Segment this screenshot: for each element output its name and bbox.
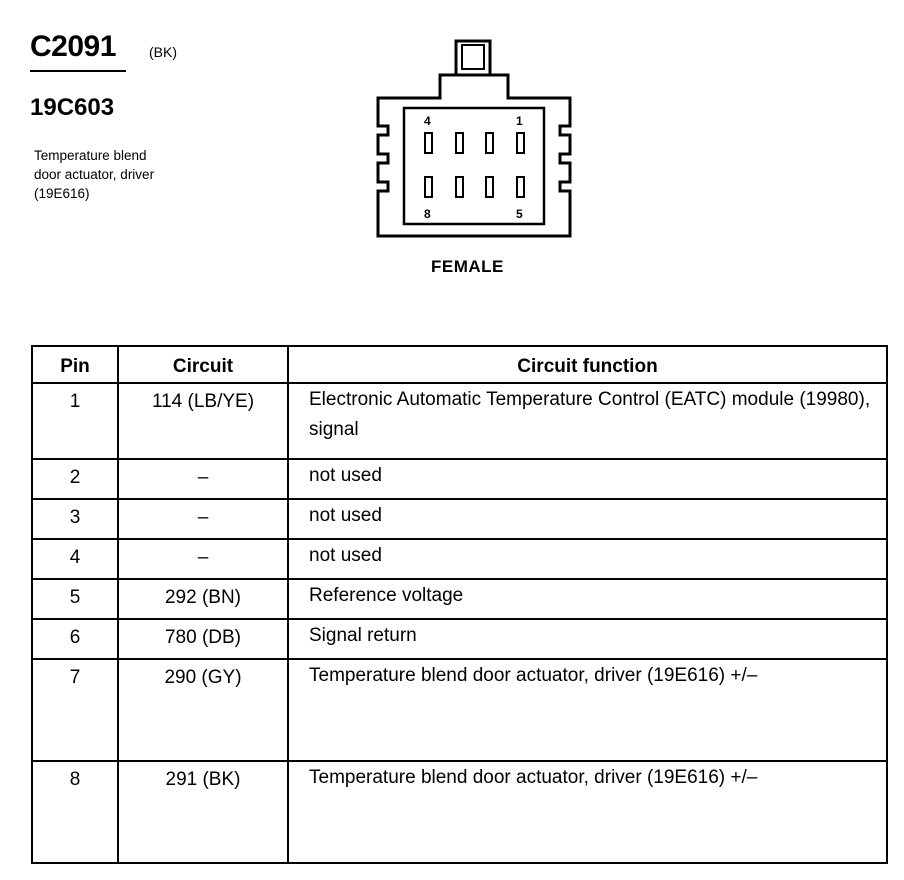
function-cell: Temperature blend door actuator, driver (19E616) +/– — [288, 761, 887, 863]
circuit-cell: 291 (BK) — [118, 761, 288, 863]
circuit-cell: 292 (BN) — [118, 579, 288, 619]
circuit-cell: – — [118, 499, 288, 539]
function-cell: not used — [288, 499, 887, 539]
function-cell: not used — [288, 459, 887, 499]
table-row — [32, 539, 887, 579]
table-row — [32, 761, 887, 863]
pin-1-socket — [517, 133, 524, 153]
pin-cell: 8 — [32, 761, 118, 863]
header-pin: Pin — [32, 346, 118, 383]
circuit-cell: – — [118, 539, 288, 579]
pin-cell: 5 — [32, 579, 118, 619]
function-cell: Electronic Automatic Temperature Control (EATC) module (19980), signal — [288, 383, 887, 459]
connector-housing-outline — [378, 75, 570, 236]
pin-2-socket — [486, 133, 493, 153]
pin-8-socket — [425, 177, 432, 197]
connector-face-diagram — [370, 36, 580, 246]
table-row — [32, 579, 887, 619]
function-cell: Temperature blend door actuator, driver (19E616) +/– — [288, 659, 887, 761]
connector-id: C2091 — [30, 30, 116, 63]
table-row — [32, 659, 887, 761]
description-line-1: Temperature blend — [34, 148, 147, 163]
pin-label-4: 4 — [424, 114, 431, 128]
pin-3-socket — [456, 133, 463, 153]
header-circuit: Circuit — [118, 346, 288, 383]
connector-color-code: (BK) — [149, 44, 177, 60]
circuit-cell: 780 (DB) — [118, 619, 288, 659]
circuit-cell: 114 (LB/YE) — [118, 383, 288, 459]
pin-label-5: 5 — [516, 207, 523, 221]
function-cell: Signal return — [288, 619, 887, 659]
part-number: 19C603 — [30, 94, 115, 121]
pin-label-1: 1 — [516, 114, 523, 128]
pin-table — [31, 345, 888, 864]
pin-label-8: 8 — [424, 207, 431, 221]
table-row — [32, 619, 887, 659]
pin-cell: 7 — [32, 659, 118, 761]
function-cell: Reference voltage — [288, 579, 887, 619]
table-header-row — [32, 346, 887, 383]
header-circuit-function: Circuit function — [288, 346, 887, 383]
pin-7-socket — [456, 177, 463, 197]
pin-4-socket — [425, 133, 432, 153]
description-line-3: (19E616) — [34, 186, 90, 201]
connector-gender-label: FEMALE — [431, 257, 504, 276]
pin-cell: 4 — [32, 539, 118, 579]
pin-cell: 3 — [32, 499, 118, 539]
table-row — [32, 499, 887, 539]
circuit-cell: 290 (GY) — [118, 659, 288, 761]
pin-6-socket — [486, 177, 493, 197]
circuit-cell: – — [118, 459, 288, 499]
pin-5-socket — [517, 177, 524, 197]
table-row — [32, 459, 887, 499]
connector-description — [34, 146, 154, 203]
pin-cell: 2 — [32, 459, 118, 499]
table-row — [32, 383, 887, 459]
function-cell: not used — [288, 539, 887, 579]
pin-cell: 1 — [32, 383, 118, 459]
pin-cell: 6 — [32, 619, 118, 659]
locking-tab-inner — [462, 45, 484, 69]
description-line-2: door actuator, driver — [34, 167, 155, 182]
connector-id-underline — [30, 70, 126, 72]
